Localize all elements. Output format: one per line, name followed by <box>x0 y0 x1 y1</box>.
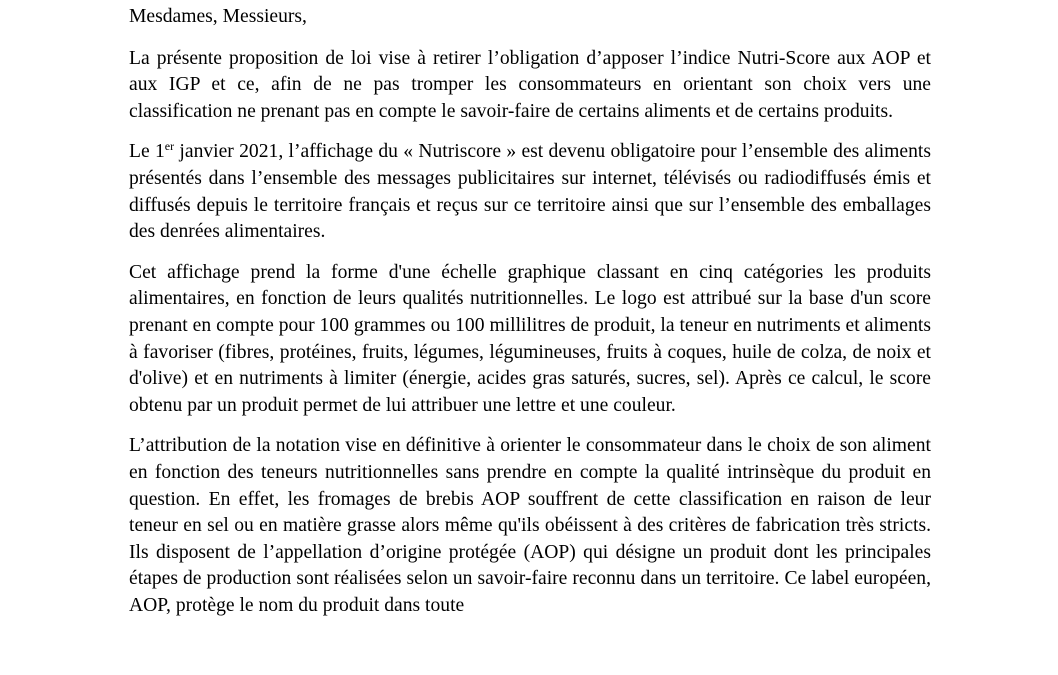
paragraph-purpose: La présente proposition de loi vise à retirer l’obligation d’apposer l’indice Nutri-Score aux AOP et aux IGP et ce, afin de ne pas tromper les consommateurs en orientant son choix vers une classification ne prenant pas en compte le savoir-faire de certains aliments et de certains produits. <box>129 47 931 122</box>
paragraph-display-format: Cet affichage prend la forme d'une échelle graphique classant en cinq catégories les produits alimentaires, en fonction de leurs qualités nutritionnelles. Le logo est attribué sur la base d'un score prenant en compte pour 100 grammes ou 100 millilitres de produit, la teneur en nutriments et aliments à favoriser (fibres, protéines, fruits, légumes, légumineuses, fruits à coques, huile de colza, de noix et d'olive) et en nutriments à limiter (énergie, acides gras saturés, sucres, sel). Après ce calcul, le score obtenu par un produit permet de lui attribuer une lettre et une couleur. <box>129 261 931 416</box>
salutation: Mesdames, Messieurs, <box>129 6 307 27</box>
ordinal-superscript: er <box>164 139 175 154</box>
document-page <box>129 0 931 619</box>
paragraph-nutriscore-date <box>129 139 931 245</box>
date-rest: janvier 2021, l’affichage du « Nutriscore » est devenu obligatoire pour l’ensemble des aliments présentés dans l’ensemble des messages publicitaires sur internet, télévisés ou radiodiffusés émis et diffusés depuis le territoire français et reçus sur ce territoire ainsi que sur l’ensemble des emballages des denrées alimentaires. <box>129 141 931 243</box>
date-lead: Le 1 <box>129 141 165 163</box>
paragraph-attribution: L’attribution de la notation vise en définitive à orienter le consommateur dans le choix de son aliment en fonction des teneurs nutritionnelles sans prendre en compte la qualité intrinsèque du produit en question. En effet, les fromages de brebis AOP souffrent de cette classification en raison de leur teneur en sel ou en matière grasse alors même qu'ils obéissent à des critères de fabrication très stricts. Ils disposent de l’appellation d’origine protégée (AOP) qui désigne un produit dont les principales étapes de production sont réalisées selon un savoir-faire reconnu dans un territoire. Ce label européen, AOP, protège le nom du produit dans toute <box>129 435 931 616</box>
